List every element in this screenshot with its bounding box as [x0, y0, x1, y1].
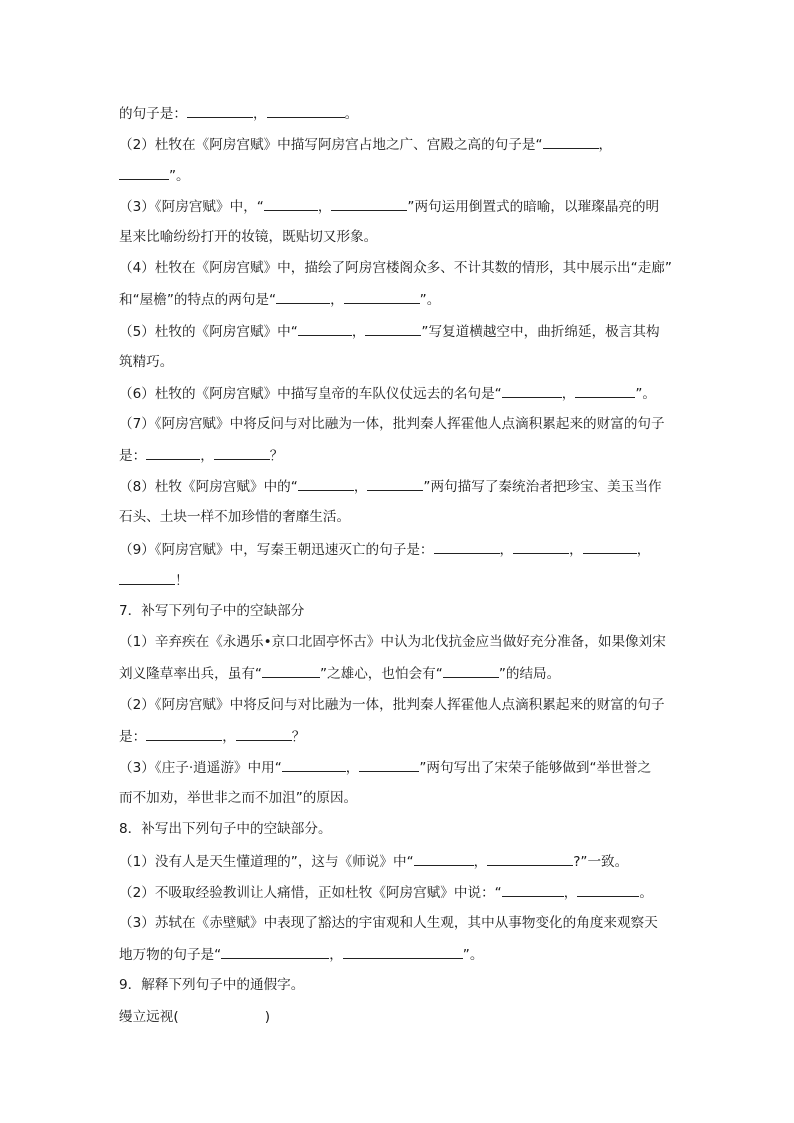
answer-blank[interactable] — [367, 477, 423, 491]
answer-blank[interactable] — [543, 135, 599, 149]
answer-blank[interactable] — [264, 197, 318, 211]
answer-blank[interactable] — [344, 290, 420, 304]
answer-blank[interactable] — [267, 104, 345, 118]
line-22: （3）《庄子·逍遥游》中用“ ， ”两句写出了宋荣子能够做到“举世誉之 — [119, 760, 651, 776]
line-20: （2）《阿房宫赋》中将反问与对比融为一体，批判秦人挥霍他人点滴积累起来的财富的句子 — [119, 697, 665, 713]
line-30: 缦立远视( ) — [119, 1009, 270, 1025]
line-11: （7）《阿房宫赋》中将反问与对比融为一体，批判秦人挥霍他人点滴积累起来的财富的句子 — [119, 416, 665, 432]
answer-blank[interactable] — [414, 852, 474, 866]
answer-blank[interactable] — [282, 758, 346, 772]
answer-blank[interactable] — [214, 446, 270, 460]
line-09: 筑精巧。 — [119, 354, 174, 370]
answer-blank[interactable] — [298, 322, 352, 336]
answer-blank[interactable] — [298, 477, 354, 491]
line-10: （6）杜牧的《阿房宫赋》中描写皇帝的车队仪仗远去的名句是“ ， ”。 — [119, 386, 656, 402]
line-08: （5）杜牧的《阿房宫赋》中“ ， ”写复道横越空中，曲折绵延，极言其构 — [119, 324, 660, 340]
answer-blank[interactable] — [365, 322, 421, 336]
answer-blank[interactable] — [575, 384, 635, 398]
answer-blank[interactable] — [119, 571, 175, 585]
line-13: （8）杜牧《阿房宫赋》中的“ ， ”两句描写了秦统治者把珍宝、美玉当作 — [119, 479, 662, 495]
answer-blank[interactable] — [146, 446, 200, 460]
answer-blank[interactable] — [236, 727, 292, 741]
line-21: 是： ， ？ — [119, 729, 306, 745]
line-07: 和“屋檐”的特点的两句是“ ， ”。 — [119, 292, 441, 308]
answer-blank[interactable] — [434, 540, 500, 554]
answer-blank[interactable] — [187, 104, 253, 118]
answer-blank[interactable] — [119, 166, 169, 180]
line-19: 刘义隆草率出兵，虽有“ ”之雄心，也怕会有“ ”的结局。 — [119, 666, 561, 682]
line-12: 是： ， ？ — [119, 448, 284, 464]
line-01: 的句子是： ， 。 — [119, 106, 359, 122]
answer-blank[interactable] — [343, 945, 463, 959]
answer-blank[interactable] — [577, 883, 639, 897]
answer-blank[interactable] — [146, 727, 222, 741]
line-05: 星来比喻纷纷打开的妆镜，既贴切又形象。 — [119, 229, 378, 245]
line-16: ！ — [119, 571, 189, 589]
answer-blank[interactable] — [262, 664, 320, 678]
line-25: （1）没有人是天生懂道理的”，这与《师说》中“ ， ?”一致。 — [119, 854, 629, 870]
answer-blank[interactable] — [502, 384, 562, 398]
question-9-heading: 9．解释下列句子中的通假字。 — [119, 977, 305, 993]
answer-blank[interactable] — [331, 197, 407, 211]
question-7-heading: 7．补写下列句子中的空缺部分 — [119, 603, 305, 619]
answer-blank[interactable] — [487, 852, 573, 866]
line-26: （2）不吸取经验教训让人痛惜，正如杜牧《阿房宫赋》中说：“ ， 。 — [119, 885, 653, 901]
answer-blank[interactable] — [443, 664, 499, 678]
answer-blank[interactable] — [513, 540, 569, 554]
line-15: （9）《阿房宫赋》中，写秦王朝迅速灭亡的句子是： ， ， ， — [119, 542, 651, 558]
line-18: （1）辛弃疾在《永遇乐•京口北固亭怀古》中认为北伐抗金应当做好充分准备，如果像刘宋 — [119, 634, 666, 650]
line-02: （2）杜牧在《阿房宫赋》中描写阿房宫占地之广、宫殿之高的句子是“ ， — [119, 137, 613, 153]
line-03: ”。 — [119, 166, 190, 184]
line-23: 而不加劝，举世非之而不加沮”的原因。 — [119, 790, 358, 806]
answer-blank[interactable] — [221, 945, 329, 959]
line-28: 地万物的句子是“ ， ”。 — [119, 947, 484, 963]
line-14: 石头、土块一样不加珍惜的奢靡生活。 — [119, 509, 351, 525]
answer-blank[interactable] — [276, 290, 330, 304]
line-06: （4）杜牧在《阿房宫赋》中，描绘了阿房宫楼阁众多、不计其数的情形，其中展示出“走廊” — [119, 260, 672, 276]
answer-blank[interactable] — [583, 540, 637, 554]
answer-blank[interactable] — [359, 758, 419, 772]
line-27: （3）苏轼在《赤壁赋》中表现了豁达的宇宙观和人生观，其中从事物变化的角度来观察天 — [119, 915, 658, 931]
answer-blank[interactable] — [502, 883, 564, 897]
line-04: （3）《阿房宫赋》中，“ ， ”两句运用倒置式的暗喻，以璀璨晶亮的明 — [119, 199, 660, 215]
question-8-heading: 8．补写出下列句子中的空缺部分。 — [119, 821, 332, 837]
